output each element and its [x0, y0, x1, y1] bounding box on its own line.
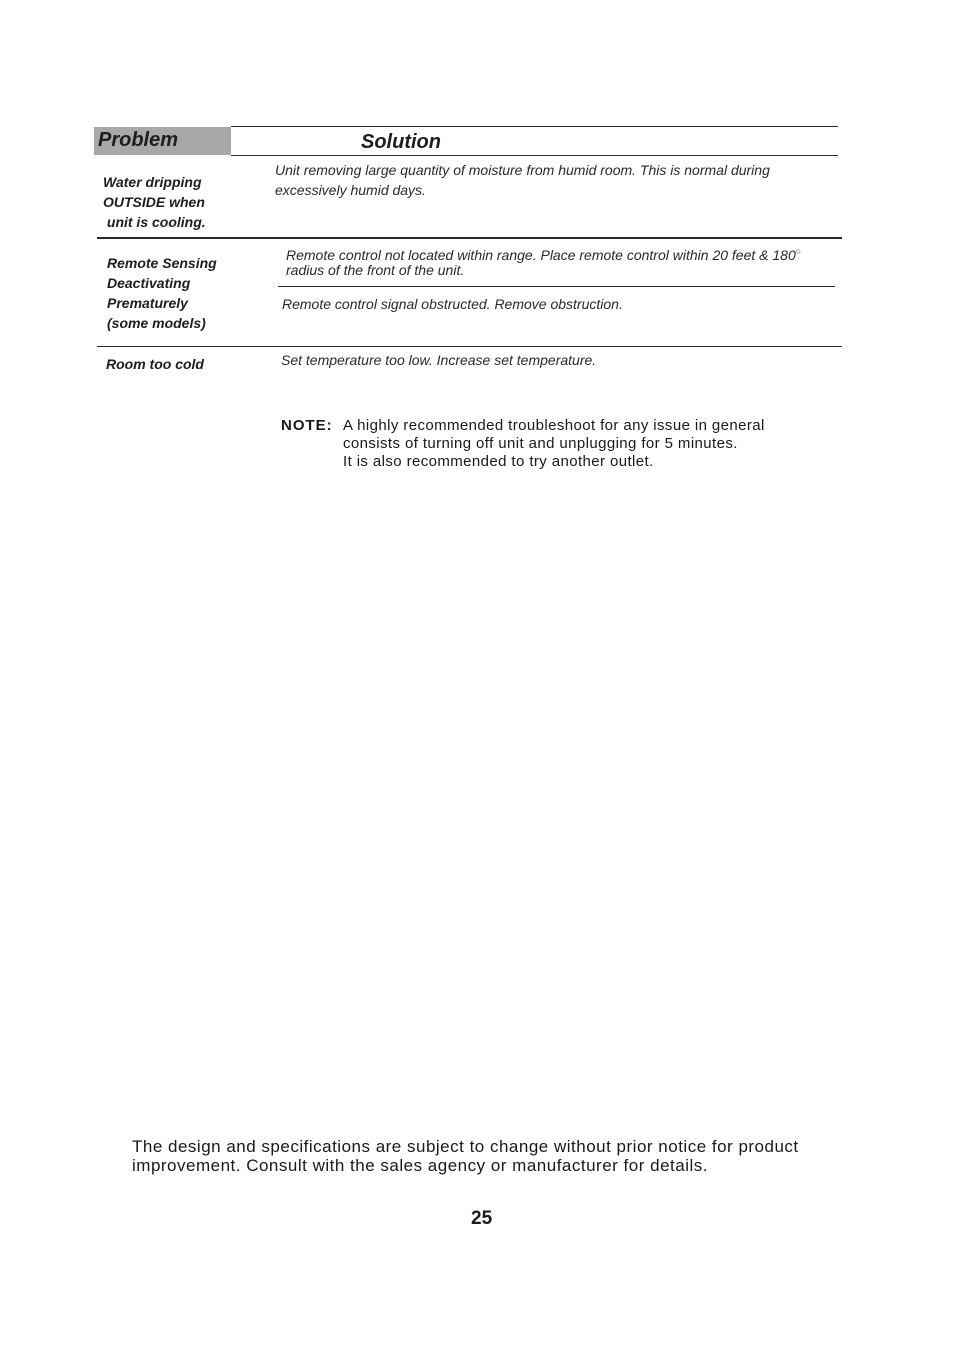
disclaimer-text: The design and specifications are subject to change without prior notice for product improvement. Consult with the sales agency or manufacturer for details. [132, 1137, 799, 1175]
solution-divider [278, 286, 835, 287]
solution-remote-range-text: Remote control not located within range. Place remote control within 20 feet & 180 [286, 247, 796, 263]
problem-column-header: Problem [98, 129, 179, 151]
note-text: A highly recommended troubleshoot for any issue in general consists of turning off unit and unplugging for 5 minutes. It is also recommended to try another outlet. [343, 417, 765, 470]
problem-remote-sensing: Remote Sensing Deactivating Prematurely (some models) [107, 255, 217, 331]
header-bottom-rule [231, 155, 838, 156]
header-top-rule [231, 126, 838, 127]
row-divider [97, 237, 842, 239]
degree-symbol: ○ [795, 246, 802, 256]
problem-room-too-cold: Room too cold [106, 356, 204, 372]
note-label: NOTE: [281, 417, 333, 434]
solution-water-dripping: Unit removing large quantity of moisture from humid room. This is normal during excessively humid days. [275, 162, 770, 198]
row-divider [97, 346, 842, 347]
solution-room-too-cold: Set temperature too low. Increase set temperature. [281, 352, 597, 368]
solution-remote-range-line2: radius of the front of the unit. [286, 262, 465, 278]
page-number: 25 [471, 1208, 493, 1229]
solution-remote-obstructed: Remote control signal obstructed. Remove obstruction. [282, 296, 623, 312]
solution-column-header: Solution [361, 131, 441, 153]
problem-water-dripping: Water dripping OUTSIDE when unit is cooling. [103, 174, 206, 230]
